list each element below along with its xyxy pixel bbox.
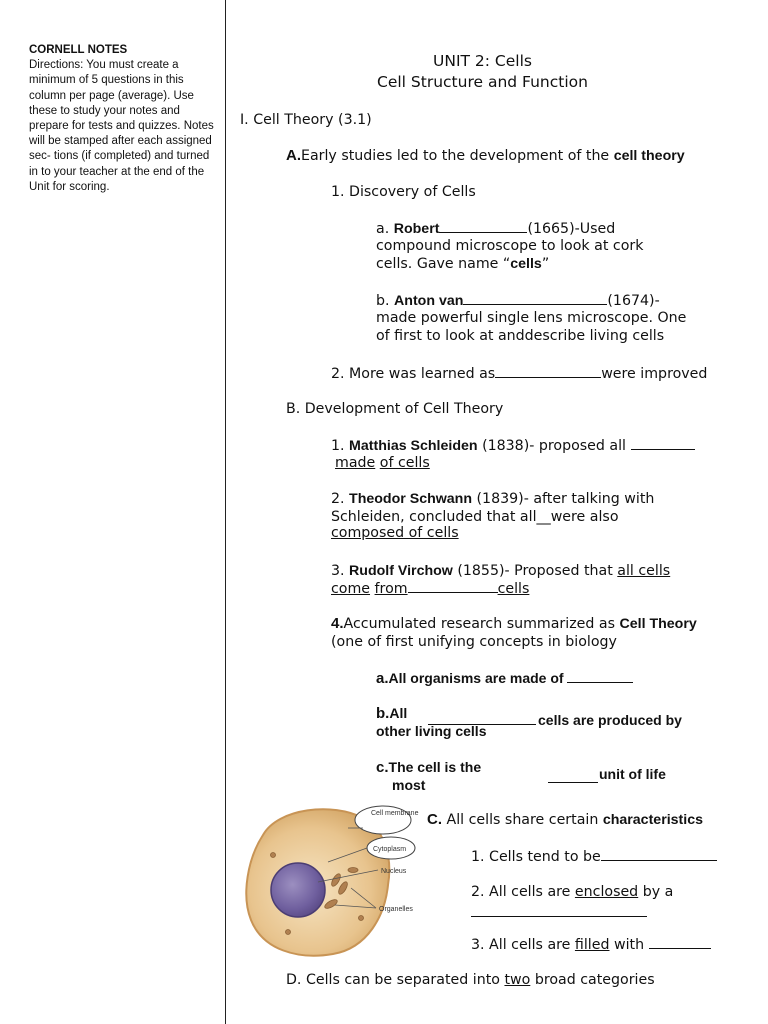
sidebar-line: these to study your notes and — [29, 104, 180, 117]
sidebar-line: Unit for scoring. — [29, 180, 110, 193]
fill-blank — [408, 579, 498, 593]
point-a1a-prefix: a. — [376, 221, 394, 237]
point-b2-line2: Schleiden, concluded that all__were also — [331, 509, 619, 525]
point-b3 — [331, 562, 670, 580]
underlined-text: of cells — [379, 455, 430, 471]
point-c-number: C. — [427, 811, 442, 828]
point-a1b-prefix: b. — [376, 293, 395, 309]
point-a1a-line3 — [376, 255, 549, 273]
cornell-notes-sidebar — [29, 43, 219, 195]
diagram-label-cytoplasm: Cytoplasm — [373, 846, 407, 853]
diagram-label-organelles: Organelles — [379, 906, 413, 913]
point-b4b-line2: other living cells — [376, 723, 487, 739]
point-b2-line3: composed of cells — [331, 525, 459, 541]
point-c3 — [471, 935, 711, 954]
text: All cells share certain — [446, 812, 603, 828]
point-a1: 1. Discovery of Cells — [331, 184, 476, 200]
unit-title: UNIT 2: Cells — [433, 52, 532, 70]
point-b4b — [376, 705, 407, 722]
fill-blank — [439, 219, 527, 233]
text: broad categories — [530, 972, 655, 988]
text: cells. Gave name “ — [376, 256, 511, 272]
point-b3-line2 — [331, 579, 529, 598]
point-b: B. Development of Cell Theory — [286, 401, 504, 417]
text: 3. — [331, 563, 350, 579]
text: 2. — [331, 491, 350, 507]
text: (1839)- after talking with — [472, 491, 655, 507]
point-b4 — [331, 615, 697, 633]
text: The cell is the — [388, 759, 482, 775]
text: All organisms are made of — [388, 670, 568, 686]
diagram-label-nucleus: Nucleus — [381, 868, 407, 875]
fill-blank — [601, 847, 717, 861]
text: D. Cells can be separated into — [286, 972, 505, 988]
sidebar-line: sec- tions (if completed) and turned — [29, 150, 210, 163]
point-b1-line2 — [335, 454, 430, 472]
underlined-text: come — [331, 581, 371, 597]
point-b4-number: 4. — [331, 615, 344, 632]
sidebar-heading: CORNELL NOTES — [29, 44, 128, 56]
point-b1 — [331, 436, 695, 455]
keyword: cells — [510, 256, 542, 272]
point-b4-line2: (one of first unifying concepts in biology — [331, 634, 617, 650]
underlined-text: enclosed — [574, 884, 639, 900]
fill-blank — [567, 669, 633, 683]
fill-blank — [649, 935, 711, 949]
item-number: b. — [376, 705, 390, 722]
point-b4c — [376, 759, 481, 776]
sidebar-line: minimum of 5 questions in this — [29, 74, 184, 87]
text: 2. More was learned as — [331, 366, 496, 382]
cell-diagram — [243, 800, 423, 962]
point-b2 — [331, 490, 654, 508]
point-b4c-line2: most — [392, 777, 426, 793]
text: 1. — [331, 438, 350, 454]
point-a1a — [376, 219, 615, 238]
fill-blank — [631, 436, 695, 450]
underlined-text: cells — [497, 581, 530, 597]
keyword: characteristics — [602, 812, 703, 828]
point-a1b-line3: of first to look at anddescribe living cells — [376, 328, 665, 344]
unit-subtitle: Cell Structure and Function — [377, 73, 588, 91]
point-a — [286, 147, 685, 165]
text: (1838)- proposed all — [477, 438, 631, 454]
sidebar-line: in to your teacher at the end of the — [29, 165, 205, 178]
text: with — [609, 937, 649, 953]
text: Accumulated research summarized as — [343, 616, 620, 632]
point-c1 — [471, 847, 717, 866]
text: All — [389, 705, 408, 721]
keyword: Cell Theory — [619, 616, 697, 632]
point-c2 — [471, 883, 673, 901]
text: (1855)- Proposed that — [452, 563, 618, 579]
point-a1a-name: Robert — [393, 221, 440, 237]
point-a-bold: cell theory — [613, 148, 685, 164]
underlined-text: filled — [574, 937, 610, 953]
text: 3. All cells are — [471, 937, 575, 953]
sidebar-line: prepare for tests and quizzes. Notes — [29, 120, 214, 133]
text: by a — [638, 884, 674, 900]
fill-blank — [471, 916, 647, 917]
point-a1b-after: (1674)- — [607, 293, 660, 309]
underlined-text: two — [504, 972, 531, 988]
fill-blank — [495, 364, 601, 378]
underlined-text: made — [335, 455, 376, 471]
sidebar-line: column per page (average). Use — [29, 89, 194, 102]
fill-blank — [463, 291, 607, 305]
fill-blank — [548, 782, 598, 783]
point-a2 — [331, 364, 707, 383]
point-a1b-name: Anton van — [394, 293, 464, 309]
text: were improved — [601, 366, 708, 382]
text: 2. All cells are — [471, 884, 575, 900]
point-a-number: A. — [286, 147, 301, 164]
point-a-text: Early studies led to the development of the — [301, 148, 614, 164]
sidebar-line: will be stamped after each assigned — [29, 135, 212, 148]
point-c — [427, 811, 703, 829]
underlined-text: from — [374, 581, 408, 597]
column-divider — [225, 0, 226, 1024]
item-number: c. — [376, 759, 389, 776]
text: 1. Cells tend to be — [471, 849, 601, 865]
point-a1a-line2: compound microscope to look at cork — [376, 238, 644, 254]
scientist-name: Rudolf Virchow — [349, 563, 453, 579]
point-a1a-after: (1665)-Used — [527, 221, 616, 237]
text: ” — [541, 256, 550, 272]
underlined-text: all cells — [617, 563, 671, 579]
point-b4c-after: unit of life — [599, 766, 666, 782]
scientist-name: Theodor Schwann — [349, 491, 473, 507]
sidebar-line: Directions: You must create a — [29, 59, 179, 72]
diagram-label-membrane: Cell membrane — [371, 810, 419, 817]
scientist-name: Matthias Schleiden — [349, 438, 478, 454]
nucleus-shape — [271, 863, 325, 917]
point-a1b-line2: made powerful single lens microscope. One — [376, 310, 687, 326]
section-heading: I. Cell Theory (3.1) — [240, 112, 372, 128]
point-b4b-after: cells are produced by — [538, 712, 682, 728]
point-b4a — [376, 669, 633, 687]
point-d — [286, 971, 655, 989]
item-number: a. — [376, 670, 389, 687]
point-a1b — [376, 291, 660, 310]
